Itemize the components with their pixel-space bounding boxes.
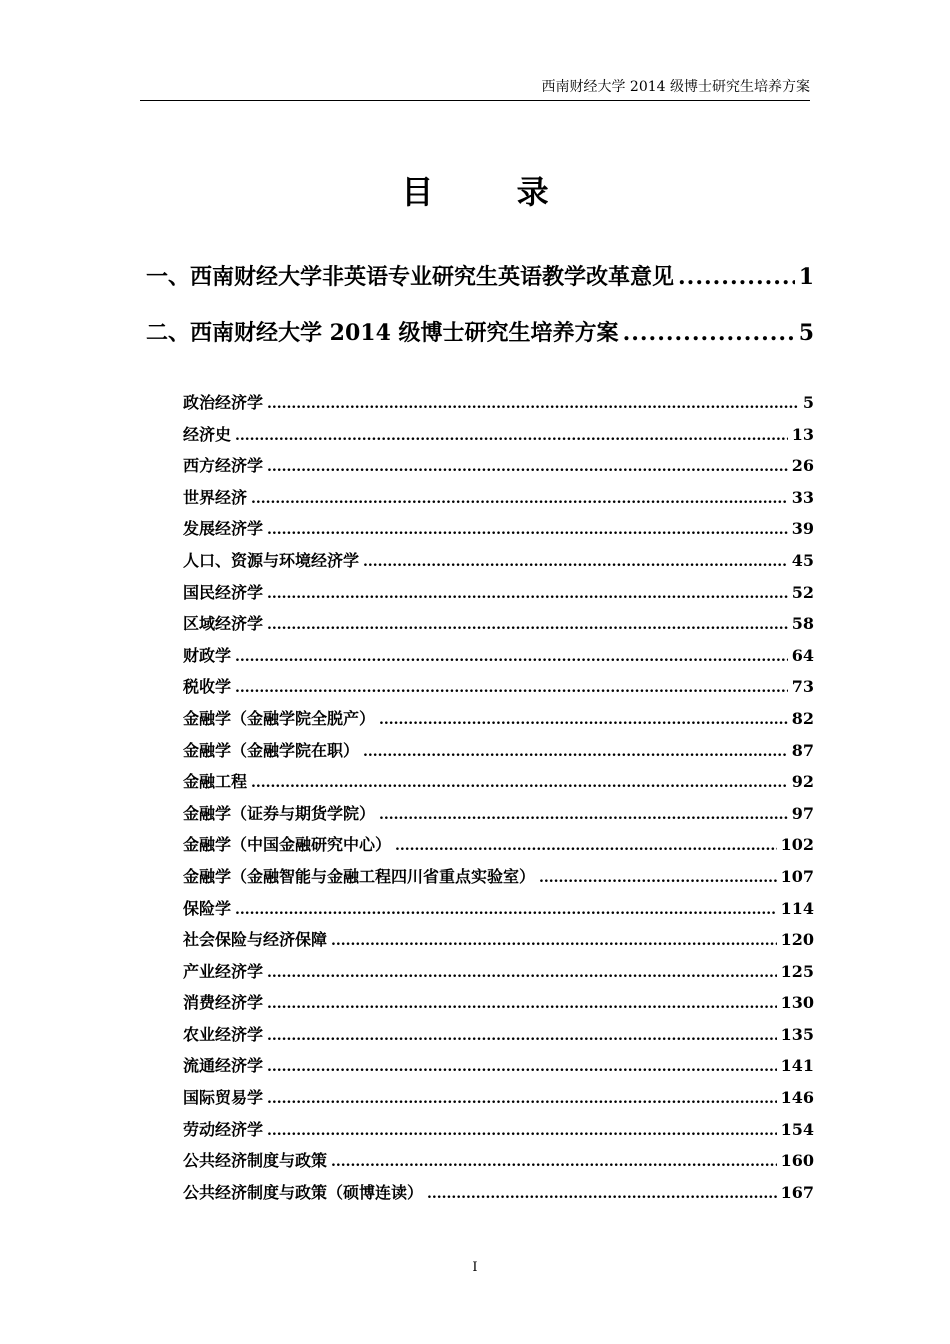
toc-entry-page: 120	[780, 930, 814, 950]
toc-entry-label: 社会保险与经济保障	[183, 930, 328, 950]
toc-entry-page: 58	[791, 614, 814, 634]
toc-entry[interactable]	[183, 545, 814, 577]
toc-entry[interactable]	[183, 703, 814, 735]
toc-section-label: 一、西南财经大学非英语专业研究生英语教学改革意见	[146, 264, 675, 290]
dot-leader	[267, 1021, 777, 1053]
toc-entry-page: 5	[802, 393, 814, 412]
toc-entry-page: 87	[791, 740, 814, 760]
running-header: 西南财经大学 2014 级博士研究生培养方案	[541, 79, 810, 95]
toc-entry-label: 经济史	[183, 424, 232, 444]
dot-leader	[267, 1052, 777, 1084]
toc-entry-page: 26	[791, 456, 814, 476]
toc-entry[interactable]	[183, 482, 814, 514]
toc-entry[interactable]	[183, 577, 814, 609]
toc-entry-page: 141	[780, 1056, 814, 1076]
toc-entry-page: 45	[791, 550, 814, 570]
toc-entry-label: 保险学	[183, 898, 232, 918]
dot-leader	[331, 926, 777, 958]
toc-section-page: 5	[798, 320, 814, 346]
toc-entry-label: 发展经济学	[183, 519, 264, 539]
toc-section[interactable]	[146, 315, 814, 351]
page-number: I	[472, 1260, 478, 1275]
toc-section-label: 二、西南财经大学 2014 级博士研究生培养方案	[146, 320, 619, 346]
toc-entry-page: 73	[791, 677, 814, 697]
toc-entry-page: 82	[791, 708, 814, 728]
toc-entry[interactable]	[183, 987, 814, 1019]
dot-leader	[235, 895, 777, 927]
dot-leader	[267, 989, 777, 1021]
dot-leader	[235, 421, 788, 453]
toc-entry[interactable]	[183, 956, 814, 988]
toc-entry-page: 64	[791, 645, 814, 665]
toc-entry-label: 农业经济学	[183, 1024, 264, 1044]
toc-entry[interactable]	[183, 640, 814, 672]
toc-entry[interactable]	[183, 608, 814, 640]
toc-entry-page: 114	[780, 898, 814, 918]
toc-entry-label: 西方经济学	[183, 456, 264, 476]
dot-leader	[331, 1147, 777, 1179]
toc-entry-label: 金融学（金融学院在职）	[183, 740, 360, 760]
toc-section-page: 1	[798, 264, 814, 290]
dot-leader	[267, 452, 788, 484]
toc-entry-page: 107	[780, 866, 814, 886]
toc-entry-page: 135	[780, 1024, 814, 1044]
toc-entry-label: 人口、资源与环境经济学	[183, 550, 360, 570]
dot-leader	[379, 800, 788, 832]
toc-entry-label: 公共经济制度与政策	[183, 1151, 328, 1171]
dot-leader	[363, 547, 788, 579]
toc-entry[interactable]	[183, 893, 814, 925]
dot-leader	[251, 768, 788, 800]
dot-leader	[267, 958, 777, 990]
dot-leader	[363, 737, 788, 769]
toc-entry-label: 税收学	[183, 677, 232, 697]
dot-leader	[251, 484, 788, 516]
header-rule	[140, 100, 810, 101]
toc-entry-label: 国民经济学	[183, 582, 264, 602]
toc-entry-page: 52	[791, 582, 814, 602]
dot-leader	[267, 1116, 777, 1148]
toc-entry[interactable]	[183, 513, 814, 545]
toc-entry-label: 国际贸易学	[183, 1088, 264, 1108]
toc-entry[interactable]	[183, 1019, 814, 1051]
toc-entry-page: 130	[780, 993, 814, 1013]
toc-entry-page: 160	[780, 1151, 814, 1171]
toc-entry-label: 消费经济学	[183, 993, 264, 1013]
toc-entry-label: 劳动经济学	[183, 1119, 264, 1139]
toc-entry-label: 财政学	[183, 645, 232, 665]
toc-entry-label: 金融学（证券与期货学院）	[183, 803, 376, 823]
dot-leader	[267, 1084, 777, 1116]
toc-entry-label: 公共经济制度与政策（硕博连读）	[183, 1182, 424, 1202]
dot-leader	[539, 863, 777, 895]
toc-entry-label: 金融学（金融智能与金融工程四川省重点实验室）	[183, 866, 536, 886]
toc-entry[interactable]	[183, 735, 814, 767]
toc-entry-page: 33	[791, 487, 814, 507]
toc-entry-label: 流通经济学	[183, 1056, 264, 1076]
dot-leader	[623, 315, 795, 351]
dot-leader	[678, 259, 795, 295]
toc-entry-label: 金融工程	[183, 772, 248, 792]
dot-leader	[267, 515, 788, 547]
toc-entry-page: 39	[791, 519, 814, 539]
toc-entry-label: 产业经济学	[183, 961, 264, 981]
toc-entry[interactable]	[183, 387, 814, 419]
toc-entry-page: 92	[791, 772, 814, 792]
toc-entry[interactable]	[183, 1177, 814, 1209]
toc-entry-label: 世界经济	[183, 487, 248, 507]
dot-leader	[267, 389, 799, 421]
toc-entry[interactable]	[183, 671, 814, 703]
toc-entry[interactable]	[183, 419, 814, 451]
toc-entry-label: 金融学（中国金融研究中心）	[183, 835, 392, 855]
toc-entry-page: 167	[780, 1182, 814, 1202]
dot-leader	[267, 579, 788, 611]
toc-entry[interactable]	[183, 829, 814, 861]
toc-entry-page: 13	[791, 424, 814, 444]
toc-title: 目 录	[401, 173, 585, 211]
toc-entry-label: 区域经济学	[183, 614, 264, 634]
toc-entry-label: 金融学（金融学院全脱产）	[183, 708, 376, 728]
dot-leader	[427, 1179, 777, 1211]
toc-section[interactable]	[146, 259, 814, 295]
toc-entry[interactable]	[183, 1145, 814, 1177]
toc-entry[interactable]	[183, 861, 814, 893]
dot-leader	[235, 642, 788, 674]
toc-entry[interactable]	[183, 924, 814, 956]
toc-entry[interactable]	[183, 798, 814, 830]
toc-entry-list	[183, 387, 814, 1208]
toc-entry-label: 政治经济学	[183, 393, 264, 412]
toc-entry-page: 146	[780, 1088, 814, 1108]
toc-entry-page: 125	[780, 961, 814, 981]
dot-leader	[267, 610, 788, 642]
dot-leader	[379, 705, 788, 737]
toc-entry[interactable]	[183, 1050, 814, 1082]
dot-leader	[395, 831, 777, 863]
toc-entry-page: 97	[791, 803, 814, 823]
toc-entry-page: 102	[780, 835, 814, 855]
toc-entry[interactable]	[183, 1082, 814, 1114]
toc-entry[interactable]	[183, 450, 814, 482]
toc-entry-page: 154	[780, 1119, 814, 1139]
toc-entry[interactable]	[183, 1114, 814, 1146]
toc-entry[interactable]	[183, 766, 814, 798]
dot-leader	[235, 673, 788, 705]
